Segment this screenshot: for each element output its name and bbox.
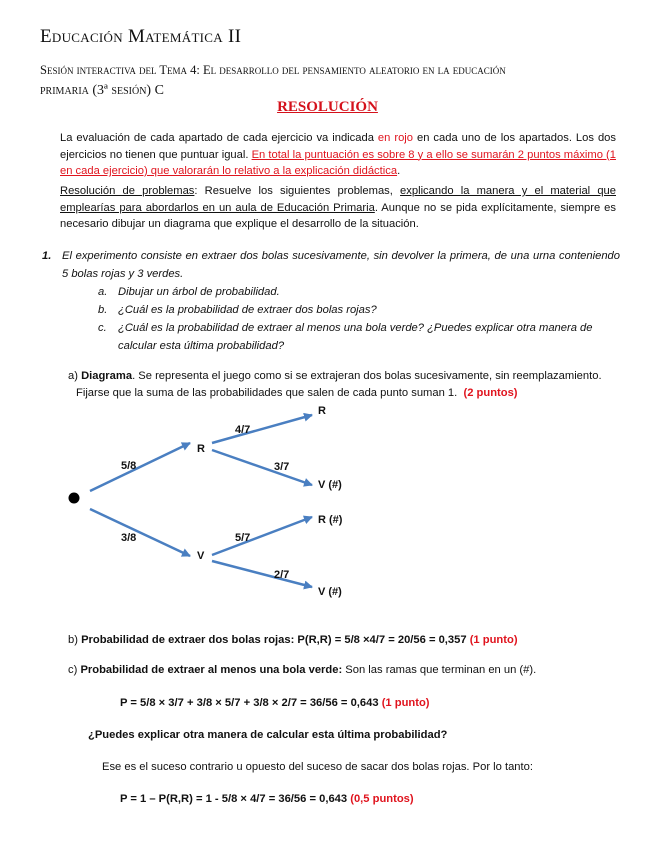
exercise-statement: El experimento consiste en extraer dos bolas sucesivamente, sin devolver la primera, de una urna conteniendo 5 bolas rojas y 3 verdes. bbox=[62, 250, 620, 280]
item-text: ¿Cuál es la probabilidad de extraer al menos una bola verde? ¿Puedes explicar otra manera de calcular esta última probabilidad? bbox=[118, 322, 593, 352]
problems-text-2: . Aunque no se pida explícitamente, siempre es necesario dibujar un diagrama que explique el desarrollo de la situación. bbox=[60, 201, 616, 230]
exercise-number: 1. bbox=[42, 250, 52, 262]
branch-to-v bbox=[90, 509, 190, 556]
formula-points: (1 punto) bbox=[381, 697, 430, 709]
answer-a-line-1: . Se representa el juego como si se extrajeran dos bolas sucesivamente, sin reemplazamiento. bbox=[132, 370, 602, 382]
leaf-rv-label: V (#) bbox=[318, 479, 342, 491]
branch-rv bbox=[212, 450, 312, 485]
formula-2-text: P = 1 – P(R,R) = 1 - 5/8 × 4/7 = 36/56 = 0,643 bbox=[120, 793, 348, 805]
prob-label-rr: 4/7 bbox=[235, 424, 251, 436]
branch-rr bbox=[212, 415, 312, 443]
item-label: c. bbox=[98, 322, 107, 334]
answer-a-prefix: a) bbox=[68, 370, 82, 382]
answer-b-prefix: b) bbox=[68, 634, 82, 646]
prob-label-vr: 5/7 bbox=[235, 532, 251, 544]
tree-root-node bbox=[69, 493, 80, 504]
prob-label-vv: 2/7 bbox=[274, 569, 290, 581]
item-label: a. bbox=[98, 286, 108, 298]
node-v-label: V bbox=[197, 550, 205, 562]
answer-b bbox=[68, 632, 638, 649]
leaf-vr-label: R (#) bbox=[318, 514, 343, 526]
answer-b-text: Probabilidad de extraer dos bolas rojas: P(R,R) = 5/8 ×4/7 = 20/56 = 0,357 bbox=[81, 634, 467, 646]
problems-text-1: : Resuelve los siguientes problemas, bbox=[194, 185, 401, 197]
subtitle-line-2: primaria (3ª sesión) C bbox=[40, 83, 164, 98]
branch-to-r bbox=[90, 443, 190, 491]
branch-vr bbox=[212, 517, 312, 555]
document-title: Educación Matemática II bbox=[40, 26, 242, 47]
alternative-question: ¿Puedes explicar otra manera de calcular esta última probabilidad? bbox=[88, 729, 448, 741]
prob-label-r: 5/8 bbox=[121, 460, 137, 472]
branch-vv bbox=[212, 561, 312, 587]
leaf-vv-label: V (#) bbox=[318, 586, 342, 598]
exercise-1 bbox=[42, 248, 620, 283]
item-text: Dibujar un árbol de probabilidad. bbox=[118, 286, 280, 298]
exercise-item-a bbox=[98, 284, 618, 302]
resolution-heading: RESOLUCIÓN bbox=[277, 99, 378, 115]
probability-tree bbox=[0, 395, 655, 615]
item-text: ¿Cuál es la probabilidad de extraer dos bolas rojas? bbox=[118, 304, 377, 316]
session-subtitle bbox=[40, 60, 630, 101]
problem-instructions bbox=[60, 183, 616, 233]
answer-c-heading: Probabilidad de extraer al menos una bola verde: bbox=[80, 664, 343, 676]
item-label: b. bbox=[98, 304, 108, 316]
intro-period: . bbox=[397, 165, 401, 177]
answer-c-prefix: c) bbox=[68, 664, 81, 676]
exercise-item-b bbox=[98, 302, 618, 320]
prob-label-rv: 3/7 bbox=[274, 461, 290, 473]
formula-2-points: (0,5 puntos) bbox=[350, 793, 414, 805]
formula-text: P = 5/8 × 3/7 + 3/8 × 5/7 + 3/8 × 2/7 = 36/56 = 0,643 bbox=[120, 697, 379, 709]
intro-scoring-note: En total la puntuación es sobre 8 y a ello se sumarán 2 puntos máximo (1 en cada ejercicio) que valorarán lo relativo a la explicación didáctica bbox=[60, 148, 617, 177]
leaf-rr-label: R bbox=[318, 405, 326, 417]
answer-c-formula bbox=[120, 695, 620, 712]
problems-label: Resolución de problemas bbox=[60, 185, 195, 197]
answer-a bbox=[68, 368, 628, 385]
intro-red-word: en rojo bbox=[377, 132, 414, 144]
intro-text-2: en cada uno de los apartados. Los dos ejercicios no tienen que puntuar igual. bbox=[60, 132, 616, 161]
answer-c bbox=[68, 662, 638, 679]
node-r-label: R bbox=[197, 443, 205, 455]
alternative-explanation: Ese es el suceso contrario u opuesto del suceso de sacar dos bolas rojas. Por lo tanto: bbox=[102, 761, 533, 773]
answer-a-heading: Diagrama bbox=[81, 370, 133, 382]
prob-label-v: 3/8 bbox=[121, 532, 137, 544]
evaluation-intro bbox=[60, 130, 616, 180]
intro-text-1: La evaluación de cada apartado de cada ejercicio va indicada bbox=[60, 132, 378, 144]
subtitle-line-1: Sesión interactiva del Tema 4: El desarrollo del pensamiento aleatorio en la educación bbox=[40, 63, 506, 77]
answer-c-text: Son las ramas que terminan en un (#). bbox=[342, 664, 537, 676]
answer-c-formula-2 bbox=[120, 791, 620, 808]
answer-a-line-2: Fijarse que la suma de las probabilidades que salen de cada punto suman 1. bbox=[76, 387, 458, 399]
answer-a-points: (2 puntos) bbox=[463, 387, 518, 399]
problems-emphasis: explicando la manera y el material que emplearías para abordarlos en un aula de Educación Primaria bbox=[60, 185, 616, 214]
answer-b-points: (1 punto) bbox=[469, 634, 518, 646]
exercise-item-c bbox=[98, 320, 618, 355]
